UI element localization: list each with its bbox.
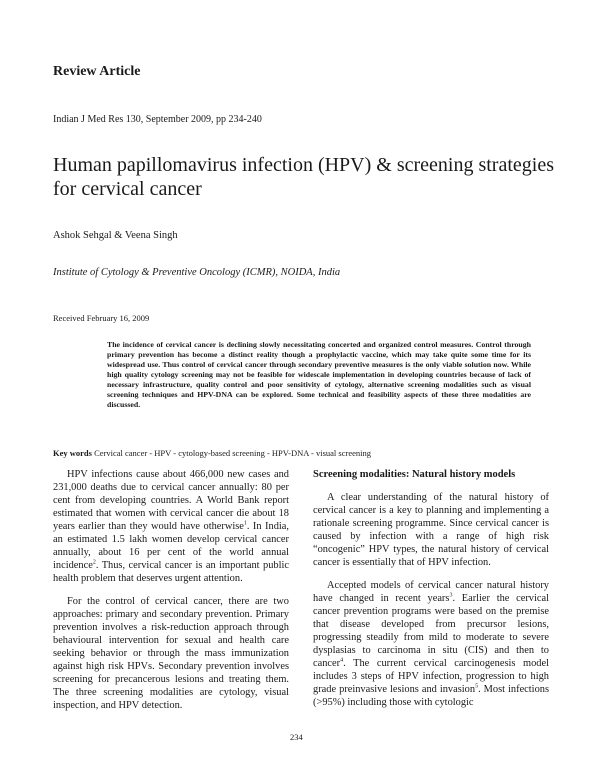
reference[interactable]: 1	[243, 520, 247, 527]
paragraph: For the control of cervical cancer, there are two approaches: primary and secondary prevention. Primary prevention involves a risk-reduction approach through behavioural intervention for sexual and health care seeking behavior or through the mass immunization against high risk HPVs. Secondary prevention involves screening for precancerous lesions and treating them. The three screening modalities are cytology, visual inspection, and HPV detection.	[53, 596, 289, 711]
reference[interactable]: 5	[475, 683, 479, 690]
institution: Institute of Cytology & Preventive Oncology (ICMR), NOIDA, India	[53, 267, 341, 278]
paragraph: Accepted models of cervical cancer natural history have changed in recent years$^3$. Earlier the cervical cancer prevention programs were based on the premise that disease developed from precursor lesions, progressing steadily from mild to moderate to severe dysplasias to carcinoma in situ (CIS) and then to cancer$^4$. The current cervical carcinogenesis model includes 3 steps of HPV infection, progression to high grade preinvasive lesions and invasion$^5$. Most infections (>95%) including those with cytologic	[313, 580, 550, 708]
article-title: Human papillomavirus infection (HPV) & screening strategies for cervical cancer	[53, 154, 554, 200]
paragraph: HPV infections cause about 466,000 new cases and 231,000 deaths due to cervical cancer annually: 80 per cent from developing countries. A World Bank report estimated that women with cervical cancer die about 18 years earlier than they would have otherwise$^1$. In India, an estimated 1.5 lakh women develop cervical cancer annually, about 16 per cent of the world annual incidence$^2$. Thus, cervical cancer is an important public health problem that deserves urgent attention.	[53, 469, 289, 584]
article-type: Review Article	[53, 64, 141, 79]
left-column	[53, 468, 289, 722]
paragraph: A clear understanding of the natural history of cervical cancer is a key to planning and implementing a rationale screening programme. Since cervical cancer is caused by infection with a range of high risk “oncogenic” HPV types, the natural history of cervical cancer is essentially that of HPV infection.	[313, 492, 549, 568]
keywords-text: Cervical cancer - HPV - cytology-based screening - HPV-DNA - visual screening	[94, 448, 371, 458]
section-heading: Screening modalities: Natural history models	[313, 469, 516, 480]
page-number: 234	[290, 732, 303, 742]
reference[interactable]: 3	[449, 592, 453, 599]
right-column	[313, 468, 549, 719]
reference[interactable]: 2	[92, 559, 96, 566]
authors: Ashok Sehgal & Veena Singh	[53, 230, 178, 241]
journal-citation: Indian J Med Res 130, September 2009, pp 234-240	[53, 114, 262, 125]
abstract: The incidence of cervical cancer is declining slowly necessitating concerted and organized control measures. Control through primary prevention has become a distinct reality though a prophylactic vaccine, which may take quite some time for its widespread use. Thus control of cervical cancer through secondary preventive measures is the only viable solution now. While high quality cytology screening may not be feasible for widescale implementation in developing countries because of lack of necessary infrastructure, quality control and poor sensitivity of cytology, alternative screening modalities such as visual screening techniques and HPV-DNA can be explored. Some technical and feasibility aspects of these three modalities are discussed.	[107, 340, 531, 409]
received-date: Received February 16, 2009	[53, 313, 150, 323]
keywords-label: Key words	[53, 448, 92, 458]
reference[interactable]: 4	[340, 657, 344, 664]
keywords	[53, 448, 371, 458]
